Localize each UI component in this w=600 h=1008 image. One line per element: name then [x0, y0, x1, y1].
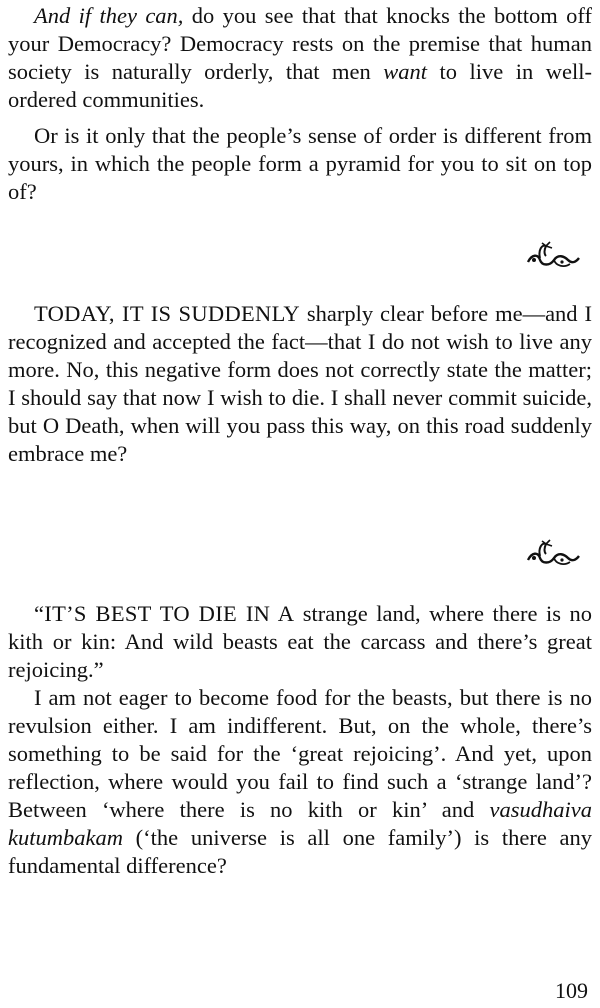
emphasis-lead: And if they can,	[34, 3, 184, 28]
paragraph-text: I am not eager to become food for the beasts, but there is no revulsion either. I am indifferent. But, on the whole, there’s something to be said for the ‘great rejoicing’. And yet, upon reflection, where would you fail to find such a ‘strange land’? Between ‘where there is no kith or kin’ and	[8, 685, 592, 822]
paragraph-democracy	[8, 2, 592, 114]
floral-ornament-icon	[524, 538, 582, 568]
paragraph-reflection	[8, 684, 592, 880]
emphasis-word: want	[383, 59, 428, 84]
floral-ornament-icon	[524, 240, 582, 270]
paragraph-text: do you see that that knocks the bottom off your Democracy? Democracy rests on the premise that human society is naturally orderly, that men	[8, 3, 592, 84]
paragraph-text: sharply clear before me—and I recognized and accepted the fact—that I do not wish to live any more. No, this negative form does not correctly state the matter; I should say that now I wish to die. I shall never commit suicide, but O Death, when will you pass this way, on this road suddenly embrace me?	[8, 301, 592, 466]
paragraph-text: strange land, where there is no kith or kin: And wild beasts eat the carcass and there’s great rejoicing.”	[8, 601, 592, 682]
small-caps-lead: TODAY, IT IS SUDDENLY	[34, 301, 300, 326]
page-number: 109	[555, 978, 588, 1003]
paragraph-text: to live in well-ordered communities.	[8, 59, 592, 112]
paragraph-text: (‘the universe is all one family’) is there any fundamental difference?	[8, 825, 592, 878]
small-caps-lead: “IT’S BEST TO DIE IN A	[34, 601, 295, 626]
paragraph-best-to-die	[8, 600, 592, 684]
emphasis-phrase: vasudhaiva kutumbakam	[8, 797, 592, 850]
paragraph-order: Or is it only that the people’s sense of order is different from yours, in which the people form a pyramid for you to sit on top of?	[8, 123, 592, 204]
paragraph-today	[8, 300, 592, 468]
